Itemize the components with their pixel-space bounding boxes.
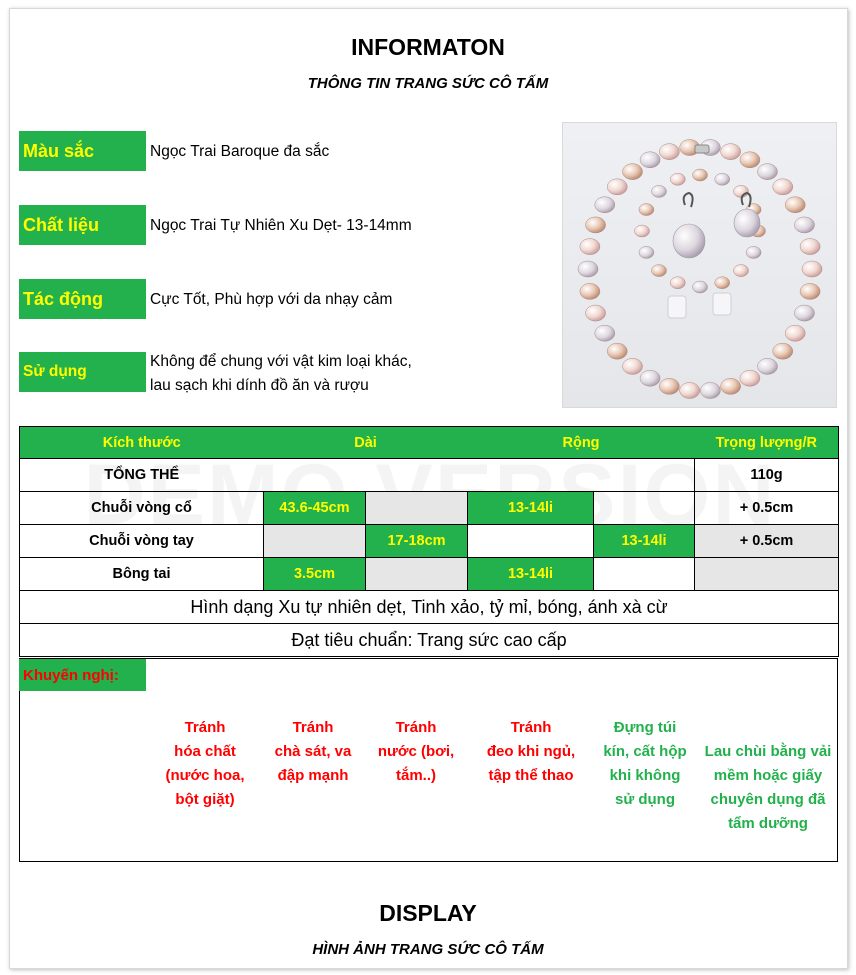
pearl-icon — [580, 283, 600, 299]
rec-line: chuyên dụng đã — [710, 791, 826, 808]
pearl-icon — [794, 305, 814, 321]
pearl-icon — [640, 370, 660, 386]
pearl-icon — [595, 197, 615, 213]
rec-line: khi không — [609, 767, 681, 784]
attr-label-usage: Sử dụng — [19, 352, 146, 392]
pearl-icon — [580, 239, 600, 255]
pearl-icon — [623, 164, 643, 180]
pearl-icon — [651, 265, 666, 277]
table-row — [20, 492, 839, 525]
rec-line: đập mạnh — [277, 767, 349, 784]
pearl-icon — [800, 239, 820, 255]
recommendation-label: Khuyến nghị: — [19, 659, 146, 691]
recommendation-item — [694, 740, 842, 836]
pearl-icon — [595, 325, 615, 341]
row-width: 13-14li — [594, 525, 695, 558]
row-name: TỔNG THỂ — [20, 459, 264, 492]
row-weight: + 0.5cm — [695, 492, 839, 525]
rec-line: Đựng túi — [613, 719, 677, 736]
pearl-icon — [639, 204, 654, 216]
recommendation-item — [263, 716, 363, 788]
pearl-icon — [670, 277, 685, 289]
attr-label-effect: Tác động — [19, 279, 146, 319]
pearl-icon — [659, 378, 679, 394]
rec-line: kín, cất hộp — [603, 743, 687, 760]
row-name: Chuỗi vòng tay — [20, 525, 264, 558]
recommendation-item — [476, 716, 586, 788]
pearl-jewelry-illustration — [563, 123, 837, 408]
rec-line: hóa chất — [174, 743, 236, 760]
shape-note: Hình dạng Xu tự nhiên dẹt, Tinh xảo, tỷ mỉ, bóng, ánh xà cừ — [20, 591, 839, 624]
pearl-icon — [715, 277, 730, 289]
table-row — [20, 525, 839, 558]
rec-line: Tránh — [395, 719, 437, 736]
pearl-icon — [757, 164, 777, 180]
attr-value-effect: Cực Tốt, Phù hợp với da nhạy cảm — [150, 291, 393, 308]
row-length: 43.6-45cm — [264, 492, 366, 525]
header-size: Kích thước — [20, 427, 264, 459]
pearl-icon — [640, 152, 660, 168]
pearl-icon — [785, 325, 805, 341]
attr-label-material: Chất liệu — [19, 205, 146, 245]
standard-note: Đạt tiêu chuẩn: Trang sức cao cấp — [20, 624, 839, 657]
row-name: Bông tai — [20, 558, 264, 591]
display-title: DISPLAY — [379, 900, 477, 926]
table-row — [20, 624, 839, 657]
attr-label-color: Màu sắc — [19, 131, 146, 171]
pearl-icon — [639, 246, 654, 258]
rec-line: tẩm dưỡng — [728, 815, 808, 832]
pearl-icon — [659, 144, 679, 160]
pearl-icon — [721, 378, 741, 394]
rec-line: tập thể thao — [488, 767, 574, 784]
rec-line: tắm..) — [395, 767, 436, 784]
pearl-icon — [740, 370, 760, 386]
pearl-icon — [623, 358, 643, 374]
recommendation-item — [155, 716, 255, 812]
info-subtitle: THÔNG TIN TRANG SỨC CÔ TẤM — [307, 75, 549, 92]
rec-line: Lau chùi bằng vải — [704, 743, 832, 760]
rec-line: sử dụng — [614, 791, 676, 808]
header-weight: Trọng lượng/R — [695, 427, 839, 459]
pearl-icon — [734, 265, 749, 277]
recommendation-item — [593, 716, 697, 812]
pearl-icon — [635, 225, 650, 237]
usage-line: lau sạch khi dính đồ ăn và rượu — [150, 377, 369, 394]
product-photo — [562, 122, 837, 408]
rec-line: chà sát, va — [274, 743, 352, 760]
usage-line: Không để chung với vật kim loại khác, — [150, 353, 412, 370]
rec-line: Tránh — [184, 719, 226, 736]
size-table — [19, 426, 839, 657]
pearl-icon — [670, 173, 685, 185]
row-name: Chuỗi vòng cổ — [20, 492, 264, 525]
size-table-header — [20, 427, 839, 459]
header-length: Dài — [264, 427, 468, 459]
attr-value-color: Ngọc Trai Baroque đa sắc — [150, 143, 330, 160]
pearl-icon — [680, 382, 700, 398]
row-length: 17-18cm — [366, 525, 468, 558]
rec-line: nước (bơi, — [377, 743, 455, 760]
pearl-icon — [740, 152, 760, 168]
pearl-icon — [693, 281, 708, 293]
pearl-icon — [651, 185, 666, 197]
table-row — [20, 558, 839, 591]
pearl-icon — [794, 217, 814, 233]
pearl-icon — [607, 179, 627, 195]
info-title: INFORMATON — [351, 34, 505, 60]
pearl-icon — [785, 197, 805, 213]
table-row — [20, 591, 839, 624]
pearl-icon — [773, 179, 793, 195]
row-length: 3.5cm — [264, 558, 366, 591]
pearl-icon — [693, 169, 708, 181]
pearl-icon — [802, 261, 822, 277]
pearl-icon — [578, 261, 598, 277]
pearl-icon — [607, 343, 627, 359]
row-width: 13-14li — [468, 558, 594, 591]
pearl-icon — [800, 283, 820, 299]
rec-line: (nước hoa, — [165, 767, 245, 784]
pearl-icon — [721, 144, 741, 160]
table-row — [20, 459, 839, 492]
rec-line: Tránh — [510, 719, 552, 736]
pearl-icon — [757, 358, 777, 374]
rec-line: bột giặt) — [175, 791, 235, 808]
pearl-icon — [586, 305, 606, 321]
recommendation-item — [366, 716, 466, 788]
pearl-icon — [746, 246, 761, 258]
pearl-icon — [734, 185, 749, 197]
attr-value-usage — [150, 350, 412, 398]
attr-value-material: Ngọc Trai Tự Nhiên Xu Dẹt- 13-14mm — [150, 217, 412, 234]
row-width: 13-14li — [468, 492, 594, 525]
rec-line: Tránh — [292, 719, 334, 736]
row-weight: 110g — [695, 459, 839, 492]
rec-line: đeo khi ngủ, — [486, 743, 576, 760]
row-weight: + 0.5cm — [695, 525, 839, 558]
pearl-icon — [586, 217, 606, 233]
rec-line: mềm hoặc giấy — [713, 767, 823, 784]
display-subtitle: HÌNH ẢNH TRANG SỨC CÔ TẤM — [312, 941, 544, 958]
pearl-icon — [700, 382, 720, 398]
pearl-icon — [715, 173, 730, 185]
pearl-icon — [773, 343, 793, 359]
header-width: Rộng — [468, 427, 695, 459]
